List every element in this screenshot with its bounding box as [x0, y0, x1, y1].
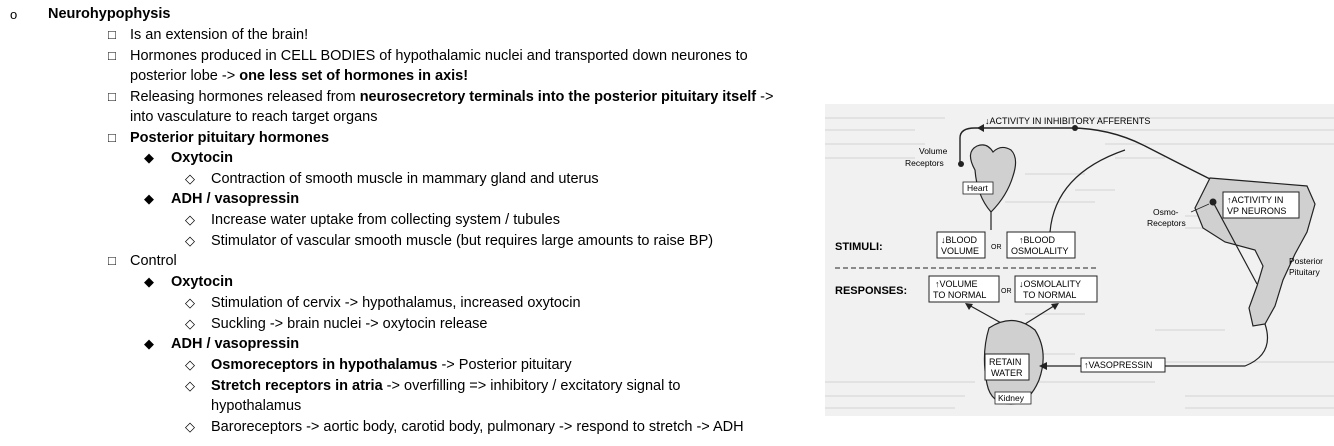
note-line [130, 87, 773, 107]
note-hormone: ADH / vasopressin [171, 191, 300, 207]
bullet-diamond-outline: ◇ [185, 171, 195, 186]
label-or-stimuli: OR [991, 244, 1002, 251]
bullet-square: □ [108, 27, 116, 42]
note-line: Contraction of smooth muscle in mammary gland and uterus [211, 171, 599, 187]
note-text: -> Posterior pituitary [437, 357, 572, 373]
note-line: Stimulator of vascular smooth muscle (but requires large amounts to raise BP) [211, 233, 714, 249]
note-text: Releasing hormones released from [130, 89, 360, 105]
label-osmo-1: Osmo- [1153, 207, 1179, 217]
bullet-diamond-outline: ◇ [185, 233, 195, 248]
bullet-hollow-circle: o [10, 7, 18, 22]
bullet-diamond-outline: ◇ [185, 357, 195, 372]
bullet-diamond-outline: ◇ [185, 212, 195, 227]
label-blood-osm-1: ↑BLOOD [1019, 235, 1056, 245]
note-line-continued: hypothalamus [211, 398, 302, 414]
label-retain-1: RETAIN [989, 357, 1022, 367]
bullet-diamond: ◆ [144, 274, 154, 289]
note-emphasis: neurosecretory terminals into the posterior pituitary itself [359, 89, 757, 105]
label-responses: RESPONSES: [835, 285, 908, 297]
note-line: Increase water uptake from collecting system / tubules [211, 212, 560, 228]
scan-background [825, 104, 1334, 416]
label-activity-afferents: ↓ACTIVITY IN INHIBITORY AFFERENTS [985, 116, 1151, 126]
note-line [211, 355, 572, 375]
label-blood-volume-2: VOLUME [941, 246, 980, 256]
note-line: Baroreceptors -> aortic body, carotid body, pulmonary -> respond to stretch -> ADH [211, 419, 744, 435]
note-line-continued [130, 66, 468, 86]
label-osm-normal-1: ↓OSMOLALITY [1019, 279, 1082, 289]
bullet-square: □ [108, 253, 116, 268]
label-blood-volume-1: ↓BLOOD [941, 235, 978, 245]
label-osm-normal-2: TO NORMAL [1023, 290, 1077, 300]
label-vp-2: VP NEURONS [1227, 206, 1287, 216]
note-line-continued: into vasculature to reach target organs [130, 109, 378, 125]
label-vol-normal-1: ↑VOLUME [935, 279, 978, 289]
note-line: Stimulation of cervix -> hypothalamus, increased oxytocin [211, 295, 581, 311]
bullet-diamond: ◆ [144, 336, 154, 351]
label-posterior-2: Pituitary [1289, 267, 1320, 277]
note-text: posterior lobe -> [130, 68, 240, 84]
label-kidney: Kidney [998, 393, 1024, 403]
bullet-diamond: ◆ [144, 150, 154, 165]
adh-control-diagram [825, 104, 1334, 416]
bullet-diamond-outline: ◇ [185, 378, 195, 393]
section-heading: Neurohypophysis [48, 6, 171, 22]
bullet-square: □ [108, 130, 116, 145]
note-emphasis: one less set of hormones in axis! [239, 68, 469, 84]
bullet-diamond-outline: ◇ [185, 295, 195, 310]
note-emphasis: Osmoreceptors in hypothalamus [211, 357, 438, 373]
label-stimuli: STIMULI: [835, 241, 883, 253]
note-line: Suckling -> brain nuclei -> oxytocin release [211, 316, 488, 332]
label-heart: Heart [967, 183, 988, 193]
note-text: -> overfilling => inhibitory / excitatory signal to [382, 378, 681, 394]
bullet-square: □ [108, 48, 116, 63]
bullet-square: □ [108, 89, 116, 104]
note-subheading: Posterior pituitary hormones [130, 130, 330, 146]
note-line: Hormones produced in CELL BODIES of hypothalamic nuclei and transported down neurones to [130, 48, 748, 64]
label-osmo-2: Receptors [1147, 218, 1186, 228]
label-vol-normal-2: TO NORMAL [933, 290, 987, 300]
label-or-responses: OR [1001, 288, 1012, 295]
note-hormone: ADH / vasopressin [171, 336, 300, 352]
bullet-diamond-outline: ◇ [185, 419, 195, 434]
note-hormone: Oxytocin [171, 150, 234, 166]
note-subheading: Control [130, 253, 177, 269]
label-posterior-1: Posterior [1289, 256, 1324, 266]
label-retain-2: WATER [991, 368, 1023, 378]
bullet-diamond-outline: ◇ [185, 316, 195, 331]
bullet-diamond: ◆ [144, 191, 154, 206]
note-line: Is an extension of the brain! [130, 27, 309, 43]
note-hormone: Oxytocin [171, 274, 234, 290]
label-vasopressin: ↑VASOPRESSIN [1084, 360, 1153, 370]
label-blood-osm-2: OSMOLALITY [1011, 246, 1069, 256]
note-emphasis: Stretch receptors in atria [211, 378, 383, 394]
note-text: -> [756, 89, 774, 105]
label-volume-receptors-2: Receptors [905, 158, 944, 168]
volume-receptor-node [958, 161, 964, 167]
label-volume-receptors-1: Volume [919, 146, 948, 156]
note-line [211, 376, 680, 396]
label-vp-1: ↑ACTIVITY IN [1227, 195, 1284, 205]
